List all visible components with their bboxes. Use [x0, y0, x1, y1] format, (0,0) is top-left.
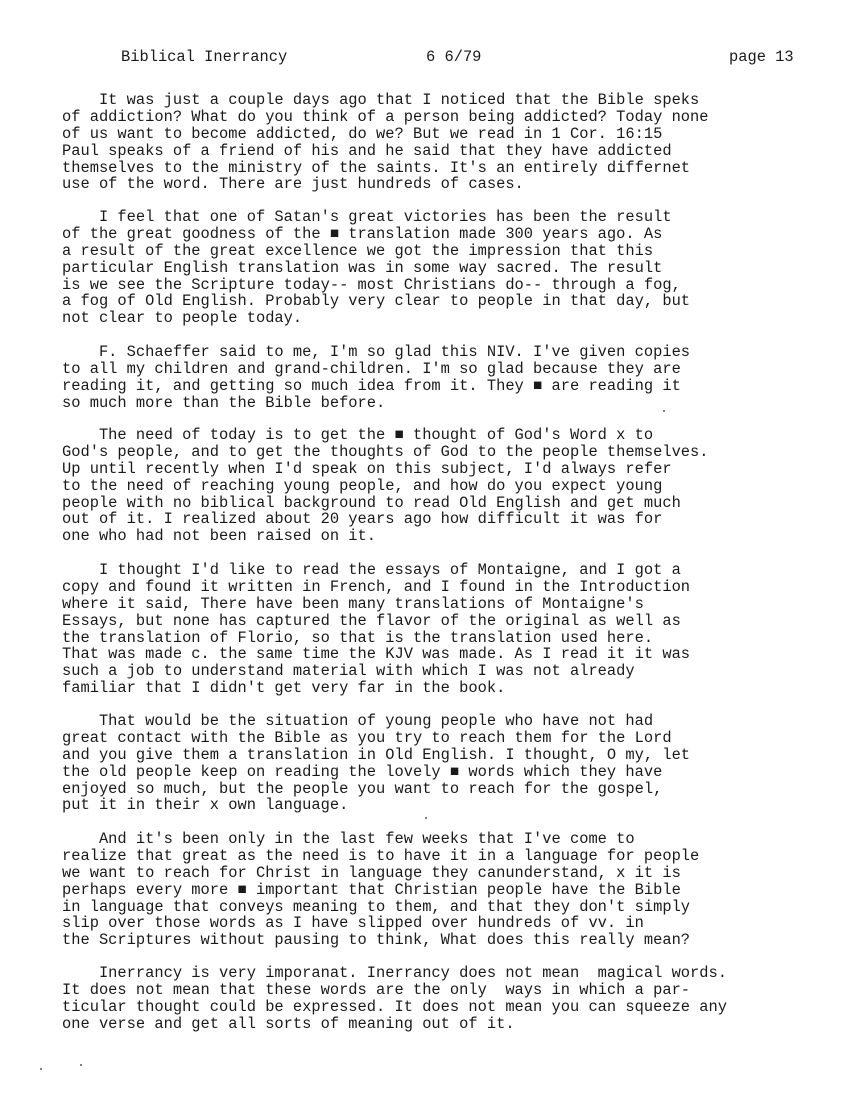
text-line: is we see the Scripture today-- most Christians do-- through a fog, [62, 275, 681, 294]
text-line: enjoyed so much, but the people you want to reach for the gospel, [62, 779, 663, 798]
scan-speck [40, 1068, 42, 1070]
text-line: familiar that I didn't get very far in the book. [62, 679, 506, 698]
text-line: themselves to the ministry of the saints. It's an entirely differnet [62, 158, 691, 177]
text-line: I thought I'd like to read the essays of Montaigne, and I got a [62, 561, 681, 579]
text-line: we want to reach for Christ in language they canunderstand, x it is [62, 863, 681, 882]
header-title: Biblical Inerrancy [121, 48, 288, 66]
paragraph [62, 965, 842, 1033]
text-line: It was just a couple days ago that I noticed that the Bible speks [62, 91, 700, 109]
paragraph [62, 344, 842, 412]
scan-speck [425, 817, 427, 819]
text-line: the old people keep on reading the lovely ■ words which they have [62, 762, 663, 781]
header-page-number: page 13 [729, 48, 794, 66]
text-line: Paul speaks of a friend of his and he said that they have addicted [62, 141, 672, 160]
text-line: not clear to people today. [62, 309, 303, 328]
text-line: Inerrancy is very imporanat. Inerrancy does not mean magical words. [62, 964, 727, 982]
text-line: God's people, and to get the thoughts of God to the people themselves. [62, 442, 709, 461]
text-line: of addiction? What do you think of a person being addicted? Today none [62, 107, 709, 126]
paragraph [62, 427, 842, 545]
text-line: people with no biblical background to read Old English and get much [62, 493, 681, 512]
text-line: out of it. I realized about 20 years ago how difficult it was for [62, 510, 663, 529]
text-line: That would be the situation of young people who have not had [62, 712, 654, 730]
text-line: the Scriptures without pausing to think, What does this really mean? [62, 931, 691, 950]
text-line: realize that great as the need is to have it in a language for people [62, 846, 700, 865]
paragraph [62, 562, 842, 697]
text-line: to the need of reaching young people, and how do you expect young [62, 476, 663, 495]
text-line: particular English translation was in some way sacred. The result [62, 258, 663, 277]
text-line: so much more than the Bible before. [62, 393, 386, 412]
text-line: F. Schaeffer said to me, I'm so glad this NIV. I've given copies [62, 343, 691, 361]
text-line: Up until recently when I'd speak on this subject, I'd always refer [62, 459, 672, 478]
text-line: perhaps every more ■ important that Christian people have the Bible [62, 880, 681, 899]
text-line: Essays, but none has captured the flavor of the original as well as [62, 611, 681, 630]
text-line: one who had not been raised on it. [62, 527, 377, 546]
paragraph [62, 713, 842, 814]
text-line: The need of today is to get the ■ thought of God's Word x to [62, 426, 654, 444]
scan-speck [80, 1064, 82, 1066]
text-line: And it's been only in the last few weeks that I've come to [62, 830, 635, 848]
text-line: reading it, and getting so much idea from it. They ■ are reading it [62, 376, 681, 395]
paragraph [62, 831, 842, 949]
scan-speck [663, 410, 665, 412]
text-line: of the great goodness of the ■ translation made 300 years ago. As [62, 224, 663, 243]
paragraph [62, 92, 842, 193]
page-header [0, 47, 844, 67]
text-line: to all my children and grand-children. I'm so glad because they are [62, 359, 681, 378]
text-line: ticular thought could be expressed. It does not mean you can squeeze any [62, 997, 727, 1016]
text-line: a fog of Old English. Probably very clear to people in that day, but [62, 292, 691, 311]
text-line: copy and found it written in French, and I found in the Introduction [62, 577, 691, 596]
text-line: where it said, There have been many translations of Montaigne's [62, 594, 644, 613]
text-line: It does not mean that these words are the only ways in which a par- [62, 980, 691, 999]
text-line: such a job to understand material with which I was not already [62, 662, 635, 681]
text-line: the translation of Florio, so that is the translation used here. [62, 628, 654, 647]
text-line: one verse and get all sorts of meaning out of it. [62, 1014, 515, 1033]
text-line: great contact with the Bible as you try to reach them for the Lord [62, 728, 672, 747]
text-line: of us want to become addicted, do we? But we read in 1 Cor. 16:15 [62, 124, 663, 143]
text-line: in language that conveys meaning to them, and that they don't simply [62, 897, 691, 916]
text-line: put it in their x own language. [62, 796, 349, 815]
text-line: That was made c. the same time the KJV was made. As I read it it was [62, 645, 691, 664]
text-line: a result of the great excellence we got the impression that this [62, 241, 654, 260]
header-date: 6 6/79 [426, 48, 482, 66]
text-line: I feel that one of Satan's great victories has been the result [62, 208, 672, 226]
text-line: and you give them a translation in Old English. I thought, O my, let [62, 745, 691, 764]
text-line: use of the word. There are just hundreds of cases. [62, 175, 524, 194]
paragraph [62, 209, 842, 327]
text-line: slip over those words as I have slipped over hundreds of vv. in [62, 914, 644, 933]
